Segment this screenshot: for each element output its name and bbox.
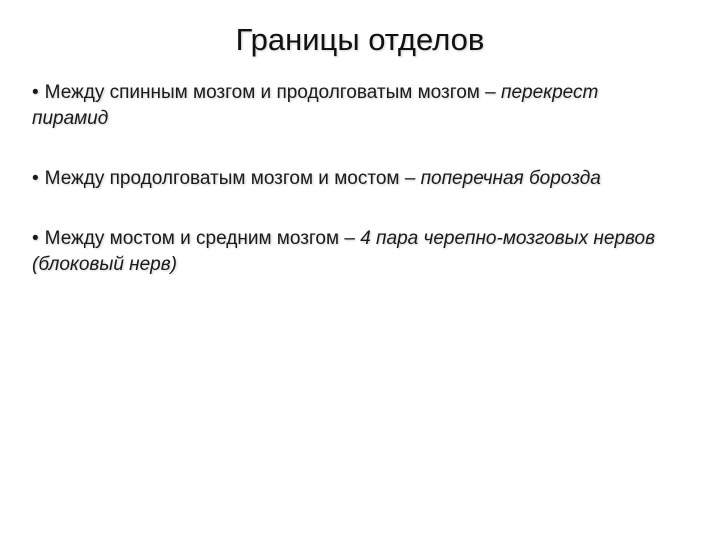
bullet-emphasis: поперечная борозда — [420, 168, 601, 189]
bullet-item — [32, 166, 672, 192]
bullet-emphasis: перекрест пирамид — [32, 82, 599, 129]
bullet-item — [32, 226, 672, 278]
bullet-marker: • — [32, 228, 39, 249]
bullet-marker: • — [32, 168, 39, 189]
bullet-list — [32, 80, 672, 312]
slide-title: Границы отделов — [235, 22, 485, 57]
bullet-text: Между спинным мозгом и продолговатым мозгом – — [44, 82, 496, 103]
bullet-marker: • — [32, 82, 39, 103]
bullet-emphasis: 4 пара черепно-мозговых нервов (блоковый нерв) — [32, 228, 656, 275]
bullet-item — [32, 80, 672, 132]
bullet-text: Между мостом и средним мозгом – — [44, 228, 355, 249]
bullet-text: Между продолговатым мозгом и мостом – — [44, 168, 416, 189]
